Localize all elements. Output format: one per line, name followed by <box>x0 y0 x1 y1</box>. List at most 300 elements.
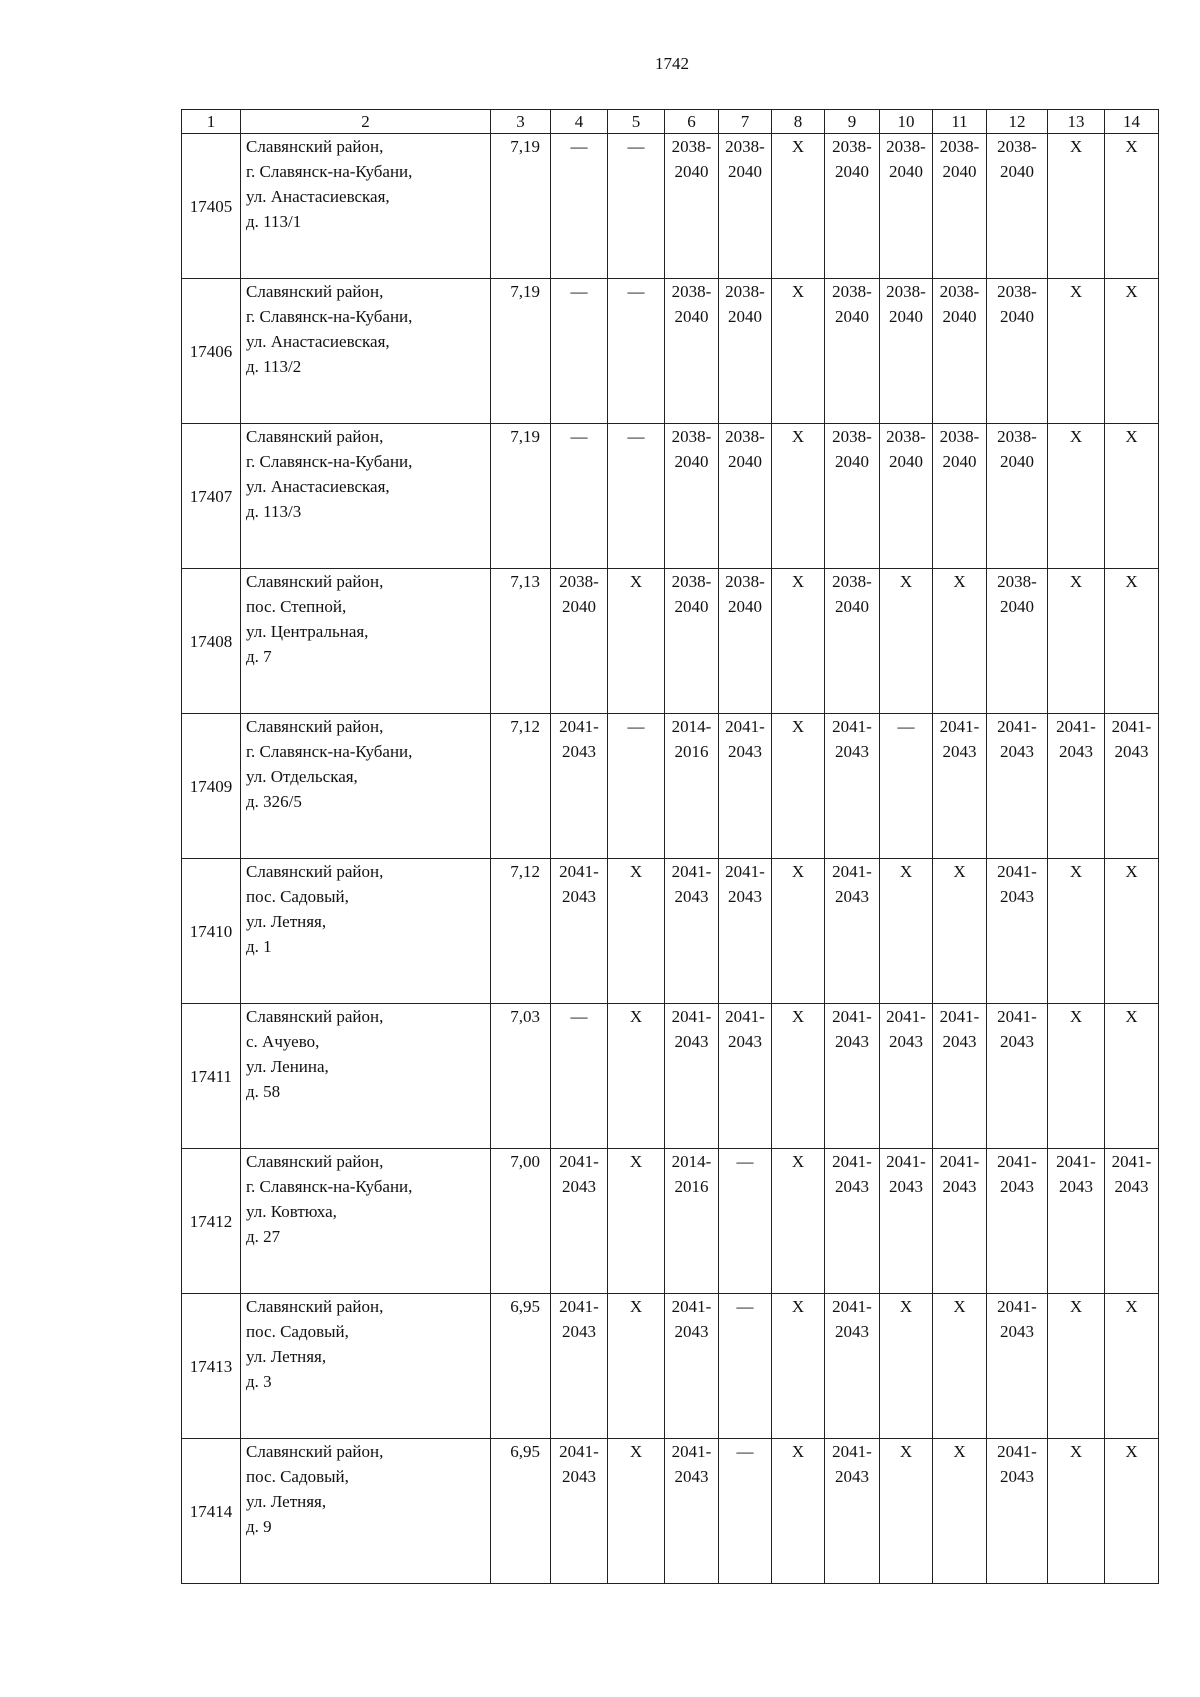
table-row <box>182 714 1159 859</box>
column-number-cell: 7 <box>719 110 772 134</box>
period-end: 2043 <box>1000 1177 1034 1196</box>
period-cell: — <box>608 134 665 279</box>
row-id-cell: 17407 <box>182 424 241 569</box>
column-number-cell: 5 <box>608 110 665 134</box>
row-id-cell: 17412 <box>182 1149 241 1294</box>
period-cell: X <box>772 859 825 1004</box>
period-end: 2040 <box>889 307 923 326</box>
period-cell: X <box>608 859 665 1004</box>
area-cell: 7,12 <box>491 714 551 859</box>
period-end: 2043 <box>942 742 977 761</box>
address-line: ул. Ковтюха, <box>246 1202 337 1221</box>
period-end: 2043 <box>835 1467 869 1486</box>
period-end: 2043 <box>889 1177 923 1196</box>
period-start: 2038- <box>939 282 980 301</box>
period-cell: X <box>1105 134 1159 279</box>
column-number-cell: 14 <box>1105 110 1159 134</box>
column-number-cell: 10 <box>880 110 933 134</box>
address-line: ул. Летняя, <box>246 1347 327 1366</box>
address-line: г. Славянск-на-Кубани, <box>246 307 413 326</box>
period-cell: X <box>1048 279 1105 424</box>
area-cell: 6,95 <box>491 1439 551 1584</box>
period-cell: — <box>608 714 665 859</box>
period-cell: — <box>719 1439 772 1584</box>
period-cell <box>719 134 772 279</box>
period-end: 2040 <box>942 452 977 471</box>
period-cell: X <box>772 134 825 279</box>
period-cell <box>987 134 1048 279</box>
period-start: 2041- <box>671 862 712 881</box>
period-cell: X <box>1105 424 1159 569</box>
period-cell: — <box>551 279 608 424</box>
period-cell <box>825 279 880 424</box>
address-line: д. 113/2 <box>246 357 302 376</box>
period-cell: X <box>933 569 987 714</box>
period-cell <box>719 424 772 569</box>
period-start: 2041- <box>832 1152 872 1171</box>
column-number-row <box>182 110 1159 134</box>
period-end: 2040 <box>835 162 869 181</box>
column-number-cell: 9 <box>825 110 880 134</box>
period-start: 2041- <box>939 1152 980 1171</box>
period-end: 2040 <box>674 597 709 616</box>
period-start: 2041- <box>559 1442 599 1461</box>
period-start: 2038- <box>997 427 1037 446</box>
period-start: 2038- <box>725 282 765 301</box>
address-line: д. 27 <box>246 1227 281 1246</box>
row-id-cell: 17414 <box>182 1439 241 1584</box>
period-cell <box>665 714 719 859</box>
period-end: 2040 <box>1000 597 1034 616</box>
period-end: 2043 <box>1000 1032 1034 1051</box>
address-line: Славянский район, <box>246 1297 384 1316</box>
period-start: 2038- <box>886 427 926 446</box>
period-cell <box>665 1439 719 1584</box>
period-start: 2038- <box>559 572 599 591</box>
period-end: 2043 <box>674 1467 709 1486</box>
address-line: д. 58 <box>246 1082 281 1101</box>
period-cell <box>551 1149 608 1294</box>
area-cell: 7,13 <box>491 569 551 714</box>
period-cell: X <box>880 569 933 714</box>
period-end: 2043 <box>889 1032 923 1051</box>
address-cell <box>241 714 491 859</box>
period-start: 2014- <box>671 717 712 736</box>
period-start: 2041- <box>997 1152 1037 1171</box>
period-start: 2041- <box>886 1007 926 1026</box>
period-cell: X <box>933 1294 987 1439</box>
period-cell: X <box>1048 1004 1105 1149</box>
period-cell <box>665 1149 719 1294</box>
period-cell <box>987 569 1048 714</box>
period-start: 2041- <box>1111 1152 1152 1171</box>
period-start: 2041- <box>725 717 765 736</box>
period-start: 2041- <box>559 1297 599 1316</box>
area-cell: 7,19 <box>491 424 551 569</box>
period-cell <box>933 134 987 279</box>
period-end: 2040 <box>1000 162 1034 181</box>
period-cell <box>880 1004 933 1149</box>
period-cell <box>551 859 608 1004</box>
period-cell: X <box>1105 1294 1159 1439</box>
period-cell <box>987 424 1048 569</box>
period-end: 2040 <box>889 452 923 471</box>
period-cell: X <box>772 714 825 859</box>
period-cell <box>719 569 772 714</box>
address-cell <box>241 859 491 1004</box>
address-line: Славянский район, <box>246 862 384 881</box>
period-cell <box>987 1004 1048 1149</box>
period-end: 2040 <box>835 597 869 616</box>
period-start: 2041- <box>1056 717 1096 736</box>
period-cell: X <box>772 1004 825 1149</box>
period-start: 2041- <box>671 1442 712 1461</box>
address-line: Славянский район, <box>246 1152 384 1171</box>
period-cell: X <box>933 1439 987 1584</box>
address-line: ул. Анастасиевская, <box>246 332 390 351</box>
period-cell: X <box>1048 859 1105 1004</box>
address-line: Славянский район, <box>246 1442 384 1461</box>
period-cell <box>825 134 880 279</box>
period-start: 2038- <box>832 572 872 591</box>
period-cell <box>987 1149 1048 1294</box>
period-cell: — <box>551 1004 608 1149</box>
period-cell <box>987 1294 1048 1439</box>
address-line: пос. Садовый, <box>246 887 349 906</box>
period-end: 2040 <box>942 162 977 181</box>
period-end: 2043 <box>1000 887 1034 906</box>
period-start: 2014- <box>671 1152 712 1171</box>
period-cell <box>880 279 933 424</box>
period-cell: X <box>608 1439 665 1584</box>
period-cell <box>825 569 880 714</box>
period-end: 2040 <box>942 307 977 326</box>
area-cell: 7,19 <box>491 279 551 424</box>
address-line: ул. Отдельская, <box>246 767 358 786</box>
period-cell: X <box>772 424 825 569</box>
period-start: 2041- <box>997 717 1037 736</box>
period-end: 2043 <box>835 1032 869 1051</box>
period-end: 2043 <box>674 1322 709 1341</box>
period-end: 2016 <box>674 1177 709 1196</box>
period-cell <box>551 1294 608 1439</box>
period-cell: X <box>933 859 987 1004</box>
period-cell: X <box>880 1439 933 1584</box>
period-cell: — <box>551 134 608 279</box>
row-id-cell: 17410 <box>182 859 241 1004</box>
address-line: с. Ачуево, <box>246 1032 320 1051</box>
period-start: 2041- <box>1111 717 1152 736</box>
period-start: 2038- <box>832 427 872 446</box>
period-cell: — <box>608 424 665 569</box>
address-line: ул. Анастасиевская, <box>246 187 390 206</box>
address-cell <box>241 1439 491 1584</box>
period-start: 2038- <box>725 137 765 156</box>
period-end: 2040 <box>835 307 869 326</box>
period-cell <box>719 859 772 1004</box>
table-row <box>182 424 1159 569</box>
period-cell: X <box>1048 134 1105 279</box>
column-number-cell: 1 <box>182 110 241 134</box>
period-cell <box>825 1294 880 1439</box>
period-start: 2041- <box>997 1297 1037 1316</box>
address-cell <box>241 1294 491 1439</box>
address-line: Славянский район, <box>246 427 384 446</box>
period-start: 2041- <box>832 1442 872 1461</box>
period-cell <box>880 1149 933 1294</box>
period-cell: X <box>1105 1439 1159 1584</box>
period-cell: — <box>719 1294 772 1439</box>
period-cell: X <box>1105 859 1159 1004</box>
period-cell: X <box>880 1294 933 1439</box>
period-start: 2041- <box>997 1442 1037 1461</box>
period-cell <box>825 1004 880 1149</box>
period-start: 2038- <box>886 137 926 156</box>
period-cell <box>987 1439 1048 1584</box>
period-start: 2041- <box>671 1007 712 1026</box>
address-cell <box>241 134 491 279</box>
page-number: 1742 <box>655 54 689 73</box>
address-line: г. Славянск-на-Кубани, <box>246 162 413 181</box>
column-number-cell: 13 <box>1048 110 1105 134</box>
address-line: ул. Ленина, <box>246 1057 329 1076</box>
address-line: д. 9 <box>246 1517 272 1536</box>
period-cell <box>1048 714 1105 859</box>
period-end: 2043 <box>835 742 869 761</box>
period-cell: X <box>1048 569 1105 714</box>
period-cell <box>987 714 1048 859</box>
address-line: д. 3 <box>246 1372 272 1391</box>
address-line: д. 7 <box>246 647 272 666</box>
address-cell <box>241 1149 491 1294</box>
column-number-cell: 6 <box>665 110 719 134</box>
period-end: 2040 <box>562 597 596 616</box>
period-end: 2043 <box>674 887 709 906</box>
period-cell: X <box>608 1294 665 1439</box>
period-cell <box>1105 1149 1159 1294</box>
period-cell: X <box>772 1439 825 1584</box>
period-cell <box>933 424 987 569</box>
row-id-cell: 17408 <box>182 569 241 714</box>
table-row <box>182 1004 1159 1149</box>
period-start: 2038- <box>832 137 872 156</box>
registry-table <box>181 109 1159 1584</box>
address-line: г. Славянск-на-Кубани, <box>246 1177 413 1196</box>
address-line: д. 326/5 <box>246 792 302 811</box>
period-end: 2043 <box>728 742 762 761</box>
period-cell <box>933 1004 987 1149</box>
table-row <box>182 279 1159 424</box>
period-end: 2040 <box>728 597 762 616</box>
period-cell: X <box>1105 279 1159 424</box>
period-cell <box>987 279 1048 424</box>
period-end: 2043 <box>1114 1177 1149 1196</box>
period-cell <box>665 279 719 424</box>
period-cell <box>719 279 772 424</box>
period-cell: X <box>608 1004 665 1149</box>
period-start: 2041- <box>997 1007 1037 1026</box>
period-end: 2043 <box>562 1177 596 1196</box>
period-cell: X <box>880 859 933 1004</box>
period-cell <box>665 134 719 279</box>
period-start: 2041- <box>832 1007 872 1026</box>
period-cell: — <box>551 424 608 569</box>
period-cell: X <box>1105 569 1159 714</box>
period-start: 2041- <box>832 862 872 881</box>
period-end: 2043 <box>728 1032 762 1051</box>
column-number-cell: 3 <box>491 110 551 134</box>
address-cell <box>241 1004 491 1149</box>
period-cell <box>880 424 933 569</box>
period-cell: X <box>772 569 825 714</box>
address-line: Славянский район, <box>246 282 384 301</box>
period-cell: — <box>719 1149 772 1294</box>
period-start: 2038- <box>939 427 980 446</box>
period-end: 2043 <box>562 1467 596 1486</box>
address-line: ул. Центральная, <box>246 622 369 641</box>
period-cell: X <box>772 1294 825 1439</box>
period-start: 2041- <box>559 1152 599 1171</box>
period-end: 2040 <box>728 452 762 471</box>
period-cell: X <box>1105 1004 1159 1149</box>
period-start: 2041- <box>725 1007 765 1026</box>
period-end: 2043 <box>1059 742 1093 761</box>
period-cell <box>880 134 933 279</box>
period-cell <box>933 1149 987 1294</box>
address-line: г. Славянск-на-Кубани, <box>246 742 413 761</box>
period-cell <box>719 1004 772 1149</box>
row-id-cell: 17406 <box>182 279 241 424</box>
period-cell <box>665 424 719 569</box>
period-end: 2043 <box>728 887 762 906</box>
period-cell <box>933 714 987 859</box>
period-end: 2043 <box>674 1032 709 1051</box>
period-cell: X <box>772 279 825 424</box>
period-cell <box>1105 714 1159 859</box>
period-start: 2038- <box>939 137 980 156</box>
period-end: 2040 <box>728 162 762 181</box>
period-cell <box>551 1439 608 1584</box>
period-end: 2043 <box>835 1322 869 1341</box>
address-line: пос. Садовый, <box>246 1322 349 1341</box>
period-start: 2041- <box>559 862 599 881</box>
period-end: 2016 <box>674 742 709 761</box>
address-line: ул. Летняя, <box>246 912 327 931</box>
period-cell <box>665 1004 719 1149</box>
period-end: 2043 <box>1114 742 1149 761</box>
period-cell <box>665 569 719 714</box>
address-line: Славянский район, <box>246 137 384 156</box>
area-cell: 7,00 <box>491 1149 551 1294</box>
period-cell <box>825 424 880 569</box>
period-end: 2043 <box>835 887 869 906</box>
period-cell <box>1048 1149 1105 1294</box>
column-number-cell: 11 <box>933 110 987 134</box>
period-start: 2041- <box>671 1297 712 1316</box>
period-cell: X <box>608 569 665 714</box>
period-cell <box>825 714 880 859</box>
address-cell <box>241 279 491 424</box>
period-cell: — <box>880 714 933 859</box>
period-cell <box>719 714 772 859</box>
period-end: 2040 <box>674 307 709 326</box>
address-line: Славянский район, <box>246 1007 384 1026</box>
period-end: 2040 <box>674 452 709 471</box>
table-row <box>182 1149 1159 1294</box>
address-line: д. 113/3 <box>246 502 302 521</box>
period-end: 2040 <box>1000 452 1034 471</box>
period-cell: — <box>608 279 665 424</box>
period-end: 2040 <box>674 162 709 181</box>
address-line: пос. Садовый, <box>246 1467 349 1486</box>
period-start: 2041- <box>1056 1152 1096 1171</box>
table-row <box>182 134 1159 279</box>
period-end: 2043 <box>1059 1177 1093 1196</box>
period-end: 2043 <box>562 742 596 761</box>
address-line: пос. Степной, <box>246 597 347 616</box>
period-start: 2041- <box>832 717 872 736</box>
period-end: 2043 <box>1000 1322 1034 1341</box>
period-end: 2040 <box>728 307 762 326</box>
column-number-cell: 4 <box>551 110 608 134</box>
table-row <box>182 1294 1159 1439</box>
period-end: 2043 <box>942 1177 977 1196</box>
period-start: 2038- <box>886 282 926 301</box>
period-start: 2041- <box>939 717 980 736</box>
area-cell: 7,19 <box>491 134 551 279</box>
period-start: 2038- <box>725 572 765 591</box>
period-start: 2041- <box>832 1297 872 1316</box>
address-line: ул. Летняя, <box>246 1492 327 1511</box>
row-id-cell: 17405 <box>182 134 241 279</box>
period-end: 2040 <box>835 452 869 471</box>
column-number-cell: 2 <box>241 110 491 134</box>
period-end: 2040 <box>889 162 923 181</box>
area-cell: 7,12 <box>491 859 551 1004</box>
period-cell <box>933 279 987 424</box>
period-cell: X <box>608 1149 665 1294</box>
period-cell <box>551 569 608 714</box>
column-number-cell: 12 <box>987 110 1048 134</box>
table-row <box>182 859 1159 1004</box>
table-row <box>182 1439 1159 1584</box>
table-row <box>182 569 1159 714</box>
period-end: 2043 <box>1000 742 1034 761</box>
period-end: 2043 <box>835 1177 869 1196</box>
period-start: 2038- <box>997 282 1037 301</box>
period-cell: X <box>1048 1439 1105 1584</box>
address-line: Славянский район, <box>246 717 384 736</box>
address-line: ул. Анастасиевская, <box>246 477 390 496</box>
period-end: 2043 <box>562 887 596 906</box>
period-cell: X <box>1048 424 1105 569</box>
row-id-cell: 17411 <box>182 1004 241 1149</box>
address-cell <box>241 424 491 569</box>
period-cell <box>665 1294 719 1439</box>
period-end: 2040 <box>1000 307 1034 326</box>
address-line: д. 113/1 <box>246 212 302 231</box>
period-start: 2038- <box>832 282 872 301</box>
period-cell <box>987 859 1048 1004</box>
row-id-cell: 17413 <box>182 1294 241 1439</box>
period-cell <box>551 714 608 859</box>
period-cell: X <box>772 1149 825 1294</box>
period-start: 2038- <box>671 282 712 301</box>
period-start: 2038- <box>997 137 1037 156</box>
column-number-cell: 8 <box>772 110 825 134</box>
period-end: 2043 <box>562 1322 596 1341</box>
address-line: д. 1 <box>246 937 272 956</box>
